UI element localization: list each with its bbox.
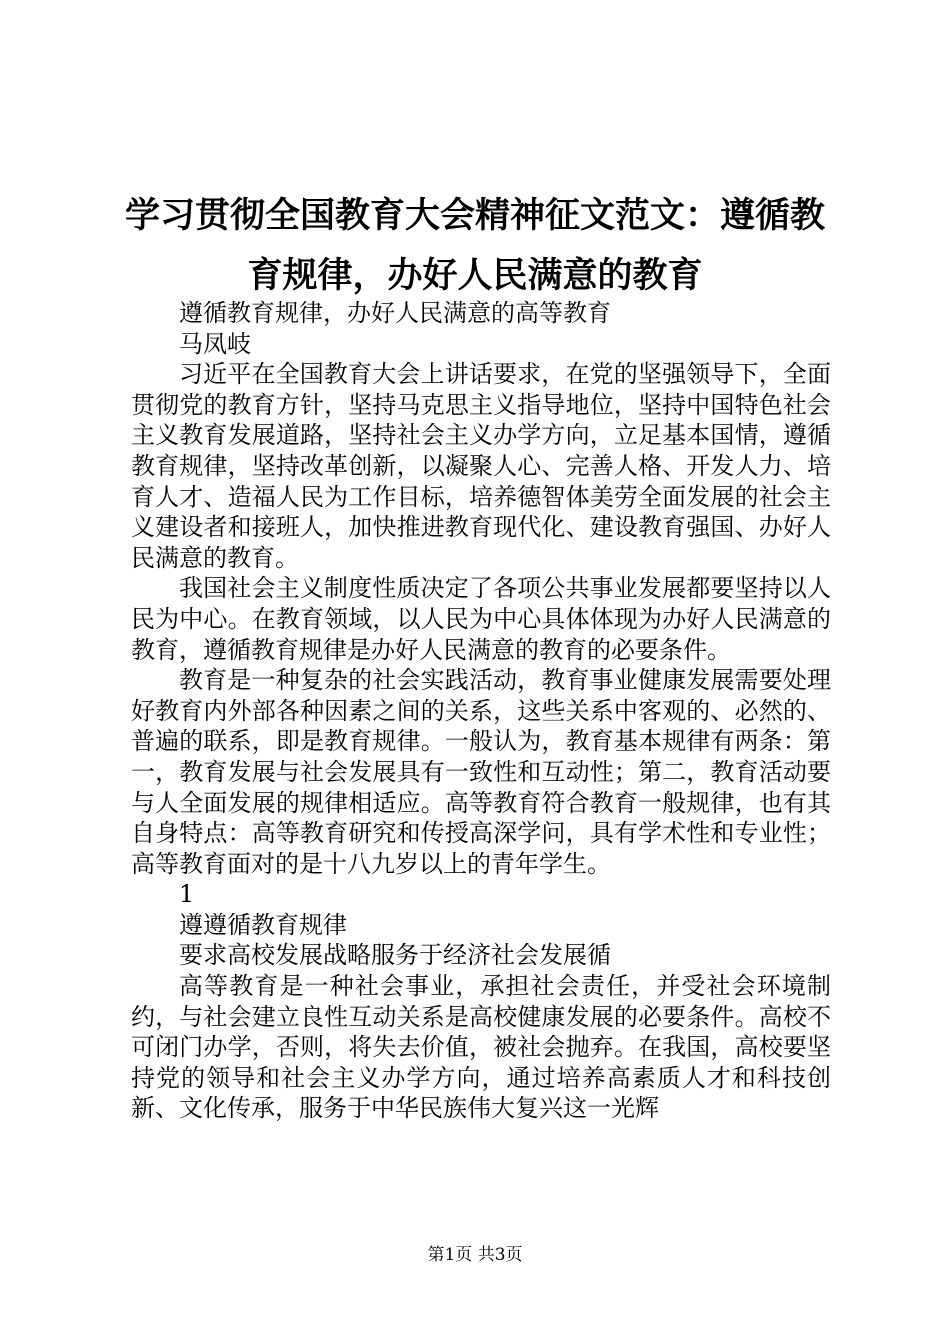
- body-paragraph: 教育是一种复杂的社会实践活动，教育事业健康发展需要处理好教育内外部各种因素之间的关系，这些关系中客观的、必然的、普遍的联系，即是教育规律。一般认为，教育基本规律有两条：第一，教育发展与社会发展具有一致性和互动性；第二，教育活动要与人全面发展的规律相适应。高等教育符合教育一般规律，也有其自身特点：高等教育研究和传授高深学问，具有学术性和专业性；高等教育面对的是十八九岁以上的青年学生。: [131, 666, 831, 878]
- section-heading: 遵遵循教育规律: [179, 910, 347, 939]
- body-paragraph: 高等教育是一种社会事业，承担社会责任，并受社会环境制约，与社会建立良性互动关系是高校健康发展的必要条件。高校不可闭门办学，否则，将失去价值，被社会抛弃。在我国，高校要坚持党的领导和社会主义办学方向，通过培养高素质人才和科技创新、文化传承，服务于中华民族伟大复兴这一光辉: [131, 972, 831, 1123]
- author-paragraph: 马凤岐: [179, 329, 251, 358]
- section-number: 1: [179, 880, 195, 909]
- section-subheading: 要求高校发展战略服务于经济社会发展循: [179, 941, 611, 970]
- document-body: [131, 298, 831, 1124]
- body-paragraph: 习近平在全国教育大会上讲话要求，在党的坚强领导下，全面贯彻党的教育方针，坚持马克思主义指导地位，坚持中国特色社会主义教育发展道路，坚持社会主义办学方向，立足基本国情，遵循教育规律，坚持改革创新，以凝聚人心、完善人格、开发人力、培育人才、造福人民为工作目标，培养德智体美劳全面发展的社会主义建设者和接班人，加快推进教育现代化、建设教育强国、办好人民满意的教育。: [131, 360, 831, 572]
- document-title: 学习贯彻全国教育大会精神征文范文：遵循教育规律，办好人民满意的教育: [124, 195, 825, 296]
- page-footer: 第1页 共3页: [427, 1245, 523, 1265]
- subtitle-paragraph: 遵循教育规律，办好人民满意的高等教育: [179, 299, 611, 327]
- body-paragraph: 我国社会主义制度性质决定了各项公共事业发展都要坚持以人民为中心。在教育领域，以人民为中心具体体现为办好人民满意的教育，遵循教育规律是办好人民满意的教育的必要条件。: [131, 574, 831, 664]
